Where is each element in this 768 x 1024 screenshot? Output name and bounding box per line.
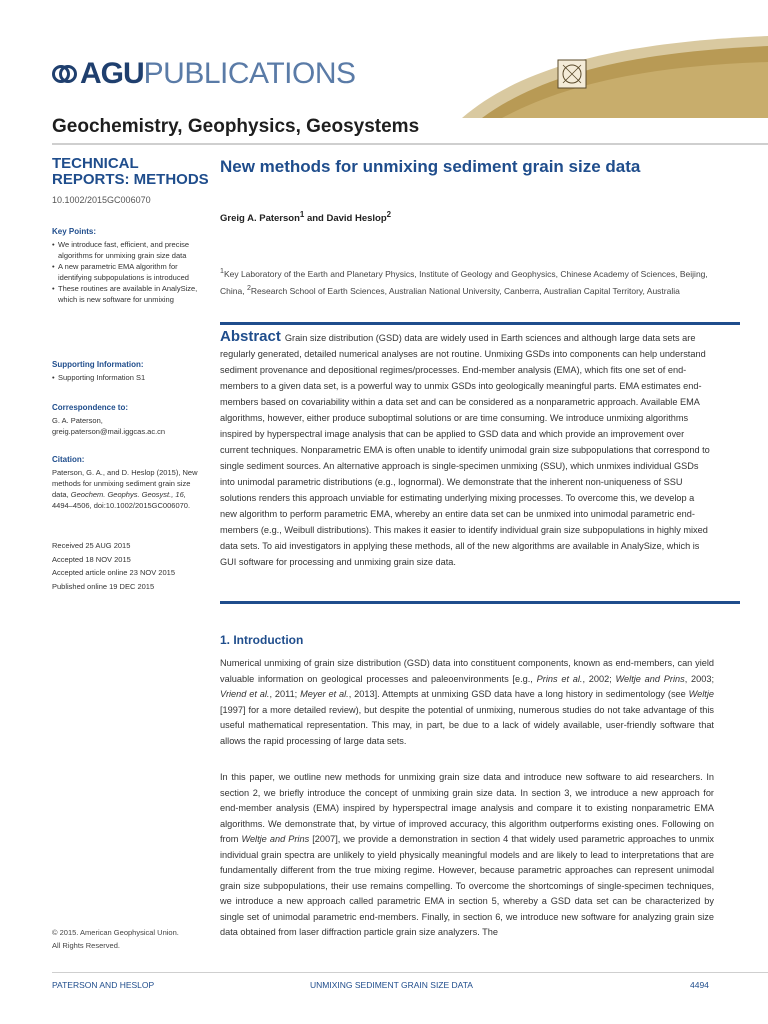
footer-divider bbox=[52, 972, 768, 973]
citation-reference: Prins et al. bbox=[536, 673, 583, 684]
correspondence-email[interactable]: greig.paterson@mail.iggcas.ac.cn bbox=[52, 427, 166, 436]
date-published: Published online 19 DEC 2015 bbox=[52, 581, 155, 591]
paragraph-text: , 2003; bbox=[684, 673, 715, 684]
author-and: and bbox=[304, 213, 327, 225]
date-received: Received 25 AUG 2015 bbox=[52, 541, 131, 550]
author-sup: 1 bbox=[299, 210, 305, 219]
section-heading: 1. Introduction bbox=[220, 633, 304, 647]
copyright-line: All Rights Reserved. bbox=[52, 941, 120, 950]
paragraph bbox=[220, 656, 714, 749]
copyright-line: © 2015. American Geophysical Union. bbox=[52, 928, 179, 937]
paragraph-text: , 2013]. Attempts at unmixing GSD data have a long history in sedimentology (see bbox=[348, 689, 689, 699]
authors bbox=[220, 210, 391, 224]
citation-reference: Weltje bbox=[688, 689, 714, 699]
paragraph-text: , 2002; bbox=[582, 673, 616, 684]
citation-reference: Vriend et al. bbox=[220, 689, 270, 699]
affiliation: Key Laboratory of the Earth and Planetary Physics, Institute of Geology and Geophysics, Chinese Academy of Sciences, Beijing, China, bbox=[220, 268, 708, 296]
abstract bbox=[220, 329, 710, 570]
article-title: New methods for unmixing sediment grain size data bbox=[220, 157, 641, 176]
abstract-top-rule bbox=[220, 322, 740, 325]
citation-journal: Geochem. Geophys. Geosyst., 16, bbox=[70, 490, 186, 499]
citation-post: 4494–4506, doi:10.1002/2015GC006070. bbox=[52, 501, 191, 510]
page-number: 4494 bbox=[690, 980, 709, 990]
paragraph bbox=[220, 770, 714, 941]
date-accepted: Accepted 18 NOV 2015 bbox=[52, 554, 131, 564]
paragraph-text: , 2011; bbox=[269, 689, 301, 699]
affil-sup: 2 bbox=[246, 283, 251, 292]
header-divider bbox=[52, 143, 768, 145]
correspondence-name: G. A. Paterson, bbox=[52, 416, 103, 425]
affiliations bbox=[220, 264, 720, 298]
supporting-heading: Supporting Information: bbox=[52, 360, 144, 369]
correspondence-heading: Correspondence to: bbox=[52, 403, 129, 412]
citation-reference: Weltje and Prins bbox=[615, 673, 685, 684]
author-name: Greig A. Paterson bbox=[220, 213, 300, 225]
citation-pre: Paterson, G. A., and D. Heslop (2015), New methods for unmixing sediment grain size data, bbox=[52, 468, 198, 499]
seal-icon bbox=[558, 60, 586, 88]
citation-heading: Citation: bbox=[52, 455, 85, 464]
copyright bbox=[52, 926, 212, 952]
author-sup: 2 bbox=[386, 210, 392, 219]
key-point: • These routines are available in AnalySize, which is new software for unmixing bbox=[52, 283, 202, 305]
citation bbox=[52, 455, 202, 511]
section-label: TECHNICAL REPORTS: METHODS bbox=[52, 155, 209, 188]
abstract-text: Grain size distribution (GSD) data are widely used in Earth sciences and although large data sets are regularly generated, detailed numerical analyses are not routine. Unmixing GSDs into components can help understand sediment provenance and depositional regimes/processes. End-member analysis (EMA), which fits one set of end-members to a given data set, is a powerful way to unmix GSDs into geologically meaningful parts. EMA estimates end-members based on covariability within a data set and can be considered as a nonparametric approach. Available EMA algorithms, however, either produce suboptimal solutions or are time consuming. We introduce unmixing algorithms inspired by hyperspectral image analysis that can be applied to GSD data and which provide an improvement over current techniques. Nonparametric EMA is often unable to identify unimodal grain size subpopulations that correspond to single sediment sources. An alternative approach is single-specimen unmixing (SSU), which unmixes individual GSDs into unimodal parametric distributions (e.g., lognormal). We demonstrate that the inherent non-uniqueness of SSU solutions renders this approach unviable for estimating underlying mixing processes. To overcome this, we develop a new algorithm to perform parametric EMA, whereby an entire data set can be unmixed into unimodal parametric end-members (e.g., Weibull distributions). This makes it easier to identify individual grain size subpopulations in highly mixed data sets. To aid investigators in applying these methods, all of the new algorithms are available in AnalySize, which is GUI software for processing and unmixing grain size data. bbox=[220, 333, 710, 567]
citation-reference: Weltje and Prins bbox=[241, 834, 310, 844]
logo-publications-text: PUBLICATIONS bbox=[143, 57, 356, 90]
agu-publications-logo bbox=[52, 58, 356, 90]
date-accepted-online: Accepted article online 23 NOV 2015 bbox=[52, 568, 175, 577]
abstract-bottom-rule bbox=[220, 601, 740, 604]
citation-text bbox=[52, 467, 202, 511]
affil-sup: 1 bbox=[220, 267, 224, 275]
journal-name: Geochemistry, Geophysics, Geosystems bbox=[52, 116, 420, 137]
publication-dates bbox=[52, 539, 202, 593]
supporting-information bbox=[52, 360, 202, 383]
paragraph-text: [2007], we provide a demonstration in section 4 that widely used parametric approaches to unmix individual grain spectra are unlikely to yield physically meaningful models and are likely to lead to interpretations that are fundamentally different from the true mixing regime. However, because parametric approaches can represent unimodal grain size subpopulations, their use remains compelling. To overcome the shortcomings of single-specimen techniques, we introduce a new approach called parametric EMA in section 5, whereby a GSD data set can be characterized by single set of unimodal parametric end-members. Finally, in section 6, we introduce new software for analyzing grain size data obtained from laser diffraction particle grain size analyzers. The bbox=[220, 834, 714, 937]
affiliation: Research School of Earth Sciences, Australian National University, Canberra, Australian Capital Territory, Australia bbox=[250, 285, 680, 296]
key-points-heading: Key Points: bbox=[52, 227, 97, 236]
footer-authors: PATERSON AND HESLOP bbox=[52, 980, 155, 990]
author-name: David Heslop bbox=[326, 213, 387, 225]
citation-reference: Meyer et al. bbox=[300, 689, 349, 699]
logo-agu-text: AGU bbox=[80, 57, 144, 90]
header-banner-graphic bbox=[462, 36, 768, 118]
supporting-item[interactable]: • Supporting Information S1 bbox=[52, 372, 202, 383]
paragraph-text: [1997] for a more detailed review), but despite the potential of unmixing, numerous studies do not take advantage of this useful mathematical representation. This may, in part, be due to a lack of widely available, user-friendly software that allows the rapid processing of large data sets. bbox=[220, 704, 714, 746]
key-point: • We introduce fast, efficient, and precise algorithms for unmixing grain size data bbox=[52, 239, 202, 261]
abstract-heading: Abstract bbox=[220, 328, 281, 345]
doi[interactable]: 10.1002/2015GC006070 bbox=[52, 195, 151, 205]
agu-logo-icon bbox=[52, 61, 78, 87]
correspondence bbox=[52, 403, 202, 437]
paragraph-text: In this paper, we outline new methods for unmixing grain size data and introduce new software to aid researchers. In section 2, we briefly introduce the concept of unmixing grain size data. In section 3, we introduce a new approach for end-member analysis (EMA) inspired by hyperspectral image analysis and compare it to existing nonparametric EMA algorithms. We demonstrate that, by virtue of improved accuracy, this algorithm outperforms existing ones. Following on from bbox=[220, 772, 714, 844]
paragraph-text: Numerical unmixing of grain size distribution (GSD) data into constituent components, known as end-members, can yield valuable information on geological processes and paleoenvironments [e.g., bbox=[220, 658, 714, 684]
footer-running-title: UNMIXING SEDIMENT GRAIN SIZE DATA bbox=[310, 980, 473, 990]
key-points bbox=[52, 227, 202, 305]
key-point: • A new parametric EMA algorithm for identifying subpopulations is introduced bbox=[52, 261, 202, 283]
